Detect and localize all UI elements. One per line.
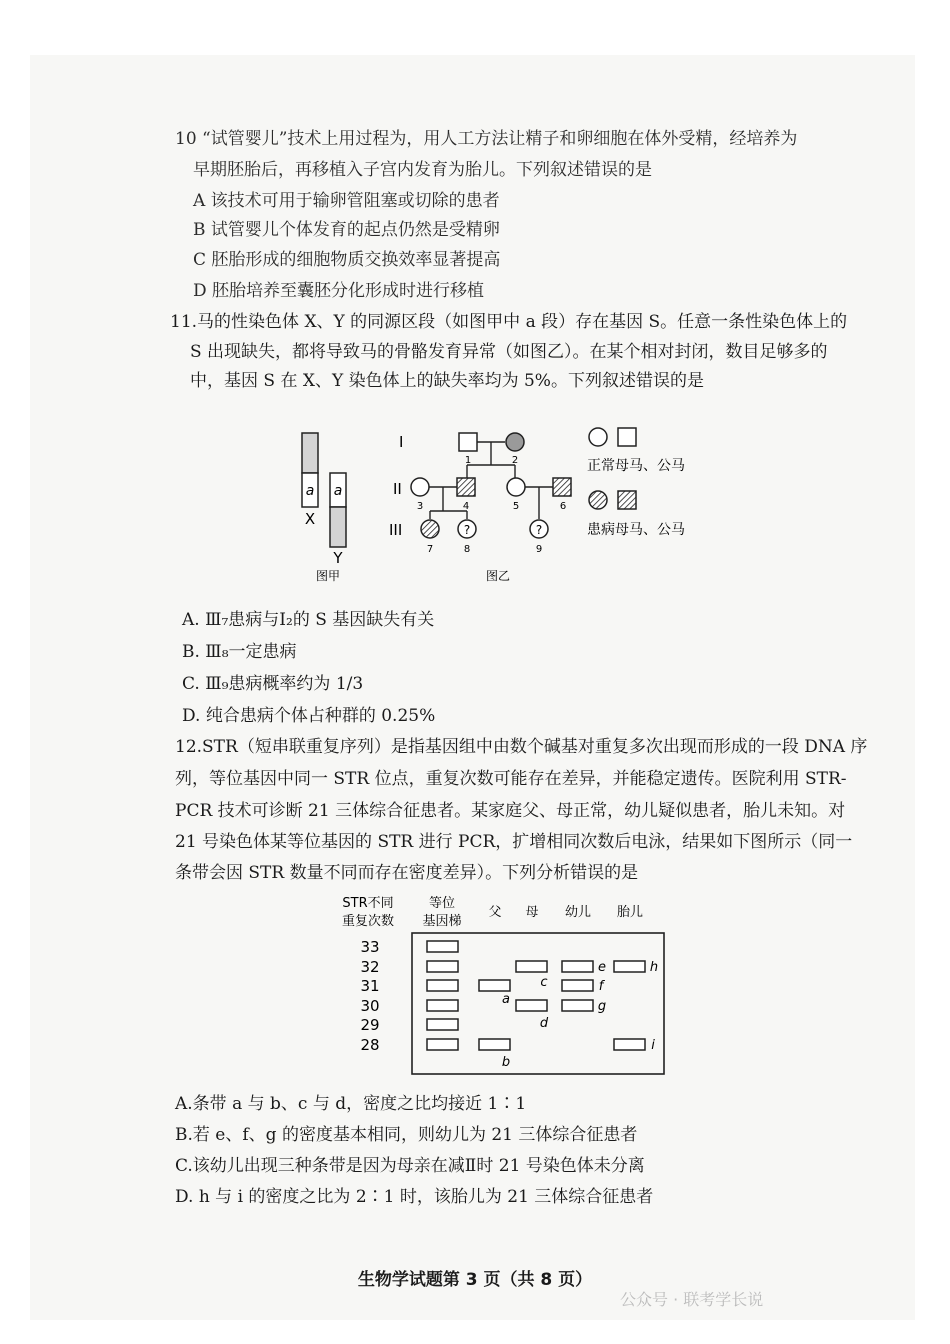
ind-label-9: 9 <box>535 544 543 555</box>
band-i <box>614 1039 645 1050</box>
x-chromosome-label: X <box>304 510 316 528</box>
q12-option-c: C.该幼儿出现三种条带是因为母亲在减Ⅱ时 21 号染色体未分离 <box>175 1156 645 1176</box>
band-i-label: i <box>651 1038 655 1053</box>
ind-8-question-mark: ? <box>463 523 471 537</box>
y-chromosome-nonhomologous <box>330 507 346 547</box>
q10-option-b: B 试管婴儿个体发育的起点仍然是受精卵 <box>193 220 500 240</box>
header-fetus: 胎儿 <box>616 905 644 920</box>
q11-option-a: A. Ⅲ₇患病与Ⅰ₂的 S 基因缺失有关 <box>182 610 435 630</box>
header-ladder-line2: 基因梯 <box>422 914 462 929</box>
ladder-band-30 <box>427 1000 458 1011</box>
band-d <box>516 1000 547 1011</box>
q11-stem-line3: 中，基因 S 在 X、Y 染色体上的缺失率均为 5%。下列叙述错误的是 <box>190 371 704 391</box>
ladder-band-29 <box>427 1019 458 1030</box>
band-e-label: e <box>598 960 606 975</box>
repeat-31: 31 <box>360 977 380 995</box>
ind-label-7: 7 <box>426 544 434 555</box>
ladder-band-31 <box>427 980 458 991</box>
individual-3-normal-female <box>411 478 429 496</box>
gen-label-iii: III <box>389 521 403 539</box>
page-footer: 生物学试题第 3 页（共 8 页） <box>357 1270 593 1290</box>
figure-jia <box>290 425 370 585</box>
q10-option-c: C 胚胎形成的细胞物质交换效率显著提高 <box>193 250 501 270</box>
individual-1-normal-male <box>459 433 477 451</box>
band-b <box>479 1039 510 1050</box>
repeat-29: 29 <box>360 1016 380 1034</box>
q11-stem-line2: S 出现缺失，都将导致马的骨骼发育异常（如图乙）。在某个相对封闭，数目足够多的 <box>190 342 828 362</box>
q12-stem-line2: 列，等位基因中同一 STR 位点，重复次数可能存在差异，并能稳定遗传。医院利用 STR- <box>175 769 847 789</box>
band-g-label: g <box>597 999 607 1014</box>
individual-2-affected-female <box>506 433 524 451</box>
repeat-33: 33 <box>360 938 380 956</box>
ind-label-4: 4 <box>462 501 470 512</box>
legend-affected-label: 患病母马、公马 <box>587 522 685 538</box>
ind-label-6: 6 <box>559 501 567 512</box>
electrophoresis-gel-figure <box>330 890 675 1080</box>
repeat-32: 32 <box>360 958 380 976</box>
band-g <box>562 1000 593 1011</box>
q10-stem-line1: 10 “试管婴儿”技术上用过程为，用人工方法让精子和卵细胞在体外受精，经培养为 <box>175 129 798 149</box>
individual-4-affected-male <box>457 478 475 496</box>
band-d-label: d <box>539 1016 549 1031</box>
header-repeat-line2: 重复次数 <box>341 914 395 929</box>
q12-option-d: D. h 与 i 的密度之比为 2∶1 时，该胎儿为 21 三体综合征患者 <box>175 1187 654 1207</box>
legend-normal-female <box>589 428 607 446</box>
ind-label-1: 1 <box>464 455 472 466</box>
band-h <box>614 961 645 972</box>
q12-stem-line5: 条带会因 STR 数量不同而存在密度差异）。下列分析错误的是 <box>175 863 639 883</box>
q11-stem-line1: 11.马的性染色体 X、Y 的同源区段（如图甲中 a 段）存在基因 S。任意一条性染色体上的 <box>170 312 848 332</box>
header-repeat-line1: STR不同 <box>342 896 394 911</box>
band-b-label: b <box>501 1055 511 1070</box>
q10-option-d: D 胚胎培养至囊胚分化形成时进行移植 <box>193 281 485 301</box>
band-e <box>562 961 593 972</box>
legend-affected-female <box>589 491 607 509</box>
band-f-label: f <box>598 979 604 994</box>
x-segment-label: a <box>305 483 315 499</box>
ladder-band-28 <box>427 1039 458 1050</box>
band-a-label: a <box>502 992 510 1007</box>
ladder-band-33 <box>427 941 458 952</box>
y-segment-label: a <box>333 483 343 499</box>
figure-jia-caption: 图甲 <box>315 569 341 583</box>
ind-label-2: 2 <box>511 455 519 466</box>
repeat-30: 30 <box>360 997 380 1015</box>
header-father: 父 <box>488 905 502 920</box>
q11-option-b: B. Ⅲ₈一定患病 <box>182 642 297 662</box>
repeat-28: 28 <box>360 1036 380 1054</box>
figure-yi-caption: 图乙 <box>485 569 511 583</box>
gen-label-ii: II <box>393 480 402 498</box>
q10-stem-line2: 早期胚胎后，再移植入子宫内发育为胎儿。下列叙述错误的是 <box>193 160 652 180</box>
ladder-band-32 <box>427 961 458 972</box>
band-h-label: h <box>649 960 659 975</box>
q11-option-c: C. Ⅲ₉患病概率约为 1/3 <box>182 674 364 694</box>
ind-label-8: 8 <box>463 544 471 555</box>
individual-6-affected-male <box>553 478 571 496</box>
watermark: 公众号 · 联考学长说 <box>620 1290 764 1309</box>
q12-stem-line3: PCR 技术可诊断 21 三体综合征患者。某家庭父、母正常，幼儿疑似患者，胎儿未知。对 <box>175 801 846 821</box>
q12-option-a: A.条带 a 与 b、c 与 d，密度之比均接近 1∶1 <box>175 1094 527 1114</box>
header-mother: 母 <box>525 905 539 920</box>
individual-5-normal-female <box>507 478 525 496</box>
q12-stem-line4: 21 号染色体某等位基因的 STR 进行 PCR，扩增相同次数后电泳，结果如下图所示（同一 <box>175 832 853 852</box>
band-c-label: c <box>540 975 548 990</box>
gen-label-i: I <box>399 433 404 451</box>
header-ladder-line1: 等位 <box>428 896 456 911</box>
ind-9-question-mark: ? <box>535 523 543 537</box>
ind-label-3: 3 <box>416 501 424 512</box>
q12-stem-line1: 12.STR（短串联重复序列）是指基因组中由数个碱基对重复多次出现而形成的一段 DNA 序 <box>175 737 868 757</box>
x-chromosome-nonhomologous <box>302 433 318 473</box>
q12-option-b: B.若 e、f、g 的密度基本相同，则幼儿为 21 三体综合征患者 <box>175 1125 638 1145</box>
legend-normal-label: 正常母马、公马 <box>587 458 685 474</box>
figure-yi-pedigree <box>385 425 735 590</box>
y-chromosome-label: Y <box>333 549 343 567</box>
ind-label-5: 5 <box>512 501 520 512</box>
band-c <box>516 961 547 972</box>
legend-affected-male <box>618 491 636 509</box>
individual-7-affected-female <box>421 520 439 538</box>
band-a <box>479 980 510 991</box>
header-child: 幼儿 <box>564 905 592 920</box>
q11-option-d: D. 纯合患病个体占种群的 0.25% <box>182 706 436 726</box>
band-f <box>562 980 593 991</box>
q10-option-a: A 该技术可用于输卵管阻塞或切除的患者 <box>193 191 500 211</box>
legend-normal-male <box>618 428 636 446</box>
